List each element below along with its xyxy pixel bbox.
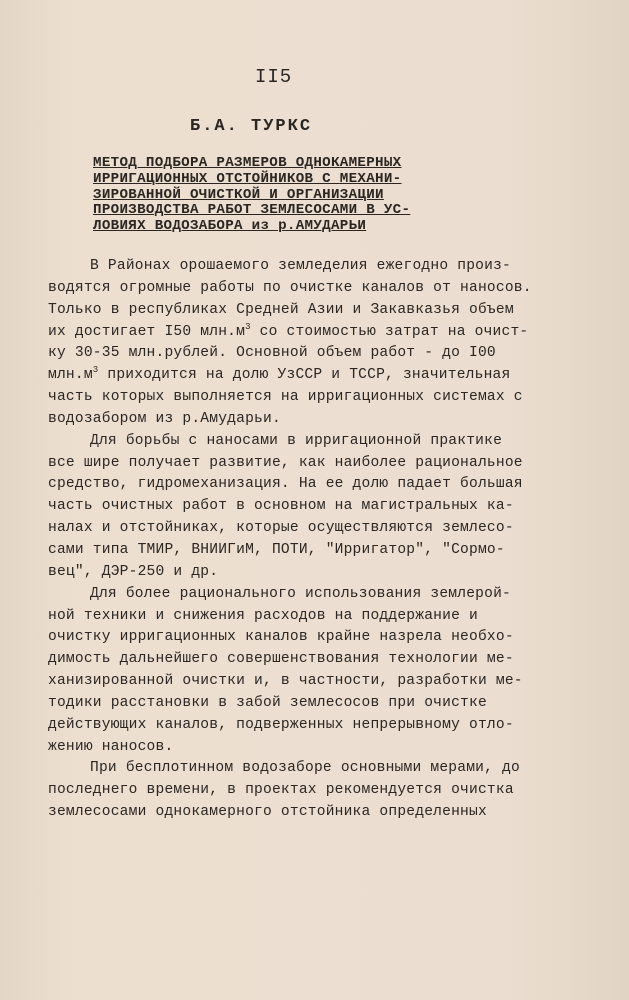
- text-line: Для борьбы с наносами в ирригационной практике: [90, 432, 503, 449]
- text-line: действующих каналов, подверженных непрерывному отло-: [48, 716, 514, 733]
- text-fragment: со стоимостью затрат на очист-: [250, 323, 529, 340]
- text-line: часть которых выполняется на ирригационных системах с: [48, 389, 523, 406]
- text-line: Для более рационального использования землерой-: [90, 585, 512, 602]
- superscript: 3: [92, 365, 99, 376]
- text-line: последнего времени, в проектах рекомендуется очистка: [48, 782, 514, 799]
- text-line: ку 30-35 млн.рублей. Основной объем работ - до I00: [48, 345, 496, 362]
- text-line: Только в республиках Средней Азии и Закавказья объем: [48, 301, 514, 318]
- article-title: [93, 156, 423, 235]
- text-line: димость дальнейшего совершенствования технологии ме-: [48, 651, 514, 668]
- page-number: II5: [255, 66, 293, 88]
- title-line: МЕТОД ПОДБОРА РАЗМЕРОВ ОДНОКАМЕРНЫХ: [93, 155, 402, 171]
- text-line: землесосами однокамерного отстойника определенных: [48, 804, 487, 821]
- paragraph-2: [48, 431, 528, 584]
- text-line: [48, 365, 528, 387]
- text-line: сами типа ТМИР, ВНИИГиМ, ПОТИ, "Ирригатор", "Сормо-: [48, 541, 505, 558]
- text-fragment: их достигает I50 млн.м: [48, 323, 246, 340]
- title-line: ПРОИЗВОДСТВА РАБОТ ЗЕМЛЕСОСАМИ В УС-: [93, 202, 411, 219]
- paragraph-1: [48, 256, 532, 431]
- title-line: ЛОВИЯХ ВОДОЗАБОРА из р.АМУДАРЬИ: [93, 218, 367, 235]
- text-line: водятся огромные работы по очистке каналов от наносов.: [48, 279, 532, 296]
- text-line: часть очистных работ в основном на магистральных ка-: [48, 498, 514, 515]
- paragraph-3: [48, 584, 528, 759]
- text-line: [48, 322, 528, 344]
- text-line: жению наносов.: [48, 738, 174, 755]
- paragraph-4: [48, 758, 528, 824]
- author-name: Б.А. ТУРКС: [190, 117, 313, 136]
- text-line: очистку ирригационных каналов крайне назрела необхо-: [48, 629, 514, 646]
- text-line: налах и отстойниках, которые осуществляются землесо-: [48, 520, 514, 537]
- text-fragment: млн.м: [48, 367, 93, 384]
- text-line: водозабором из р.Амударьи.: [48, 410, 281, 427]
- text-line: вец", ДЭР-250 и др.: [48, 563, 219, 580]
- text-line: При бесплотинном водозаборе основными мерами, до: [90, 760, 520, 777]
- text-line: тодики расстановки в забой землесосов при очистке: [48, 694, 487, 711]
- text-line: ной техники и снижения расходов на поддержание и: [48, 607, 478, 624]
- text-line: все шире получает развитие, как наиболее рациональное: [48, 454, 523, 471]
- text-line: ханизированной очистки и, в частности, разработки ме-: [48, 673, 523, 690]
- title-line: ЗИРОВАННОЙ ОЧИСТКОЙ И ОРГАНИЗАЦИИ: [93, 186, 384, 203]
- article-body: [48, 256, 532, 824]
- title-line: ИРРИГАЦИОННЫХ ОТСТОЙНИКОВ С МЕХАНИ-: [93, 170, 402, 187]
- text-line: средство, гидромеханизация. На ее долю падает большая: [48, 476, 523, 493]
- superscript: 3: [245, 321, 251, 332]
- text-fragment: приходится на долю УзССР и ТССР, значительная: [98, 367, 511, 384]
- text-line: В Районах орошаемого земледелия ежегодно произ-: [90, 258, 512, 274]
